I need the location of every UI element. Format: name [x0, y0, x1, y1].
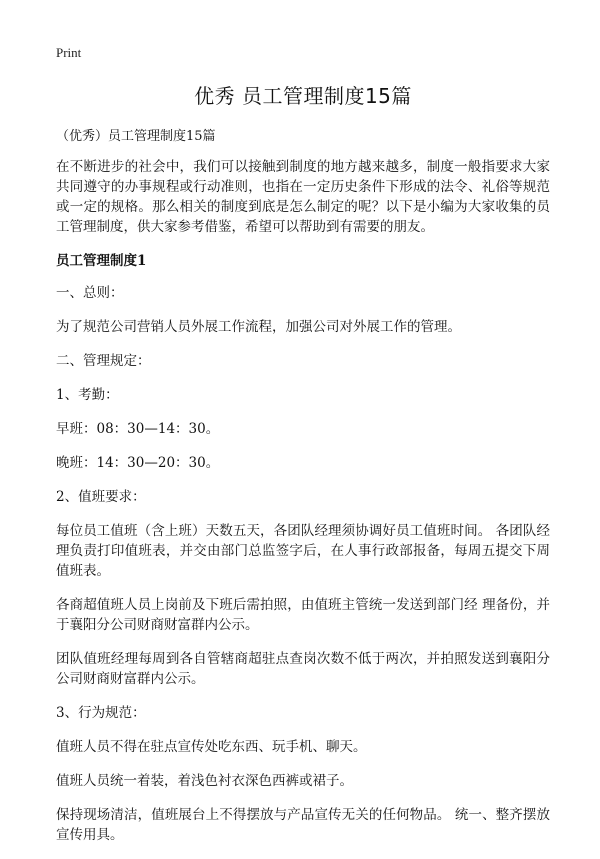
conduct-heading: 3、行为规范：: [56, 705, 146, 721]
print-link[interactable]: Print: [56, 45, 82, 60]
duty-paragraph-2: 各商超值班人员上岗前及下班后需拍照，由值班主管统一发送到部门经 理备份，并于襄阳分公司财商财富群内公示。: [56, 597, 550, 633]
conduct-paragraph-3: 保持现场清洁，值班展台上不得摆放与产品宣传无关的任何物品。 统一、整齐摆放宣传用具。: [56, 807, 550, 843]
section-heading: 员工管理制度1: [56, 253, 147, 269]
evening-shift: 晚班：14：30—20：30。: [56, 455, 220, 471]
page-title: 优秀 员工管理制度15篇: [194, 84, 412, 108]
general-heading: 一、总则：: [56, 285, 124, 301]
morning-shift: 早班：08：30—14：30。: [56, 421, 220, 437]
conduct-paragraph-1: 值班人员不得在驻点宣传处吃东西、玩手机、聊天。: [56, 739, 367, 755]
document-body: [56, 80, 550, 859]
document-subtitle: （优秀）员工管理制度15篇: [56, 129, 216, 144]
general-text: 为了规范公司营销人员外展工作流程，加强公司对外展工作的管理。: [56, 319, 461, 335]
intro-paragraph: 在不断进步的社会中，我们可以接触到制度的地方越来越多，制度一般指要求大家共同遵守的办事规程或行动准则，也指在一定历史条件下形成的法令、礼俗等规范或一定的规格。那么相关的制度到底是怎么制定的呢？以下是小编为大家收集的员工管理制度，供大家参考借鉴，希望可以帮助到有需要的朋友。: [56, 159, 550, 235]
conduct-paragraph-2: 值班人员统一着装，着浅色衬衣深色西裤或裙子。: [56, 773, 353, 789]
duty-heading: 2、值班要求：: [56, 489, 146, 505]
rules-heading: 二、管理规定：: [56, 353, 151, 369]
duty-paragraph-3: 团队值班经理每周到各自管辖商超驻点查岗次数不低于两次，并拍照发送到襄阳分公司财商财富群内公示。: [56, 651, 550, 687]
attendance-heading: 1、考勤：: [56, 387, 119, 403]
duty-paragraph-1: 每位员工值班（含上班）天数五天，各团队经理须协调好员工值班时间。 各团队经理负责打印值班表，并交由部门总监签字后，在人事行政部报备，每周五提交下周值班表。: [56, 523, 550, 579]
